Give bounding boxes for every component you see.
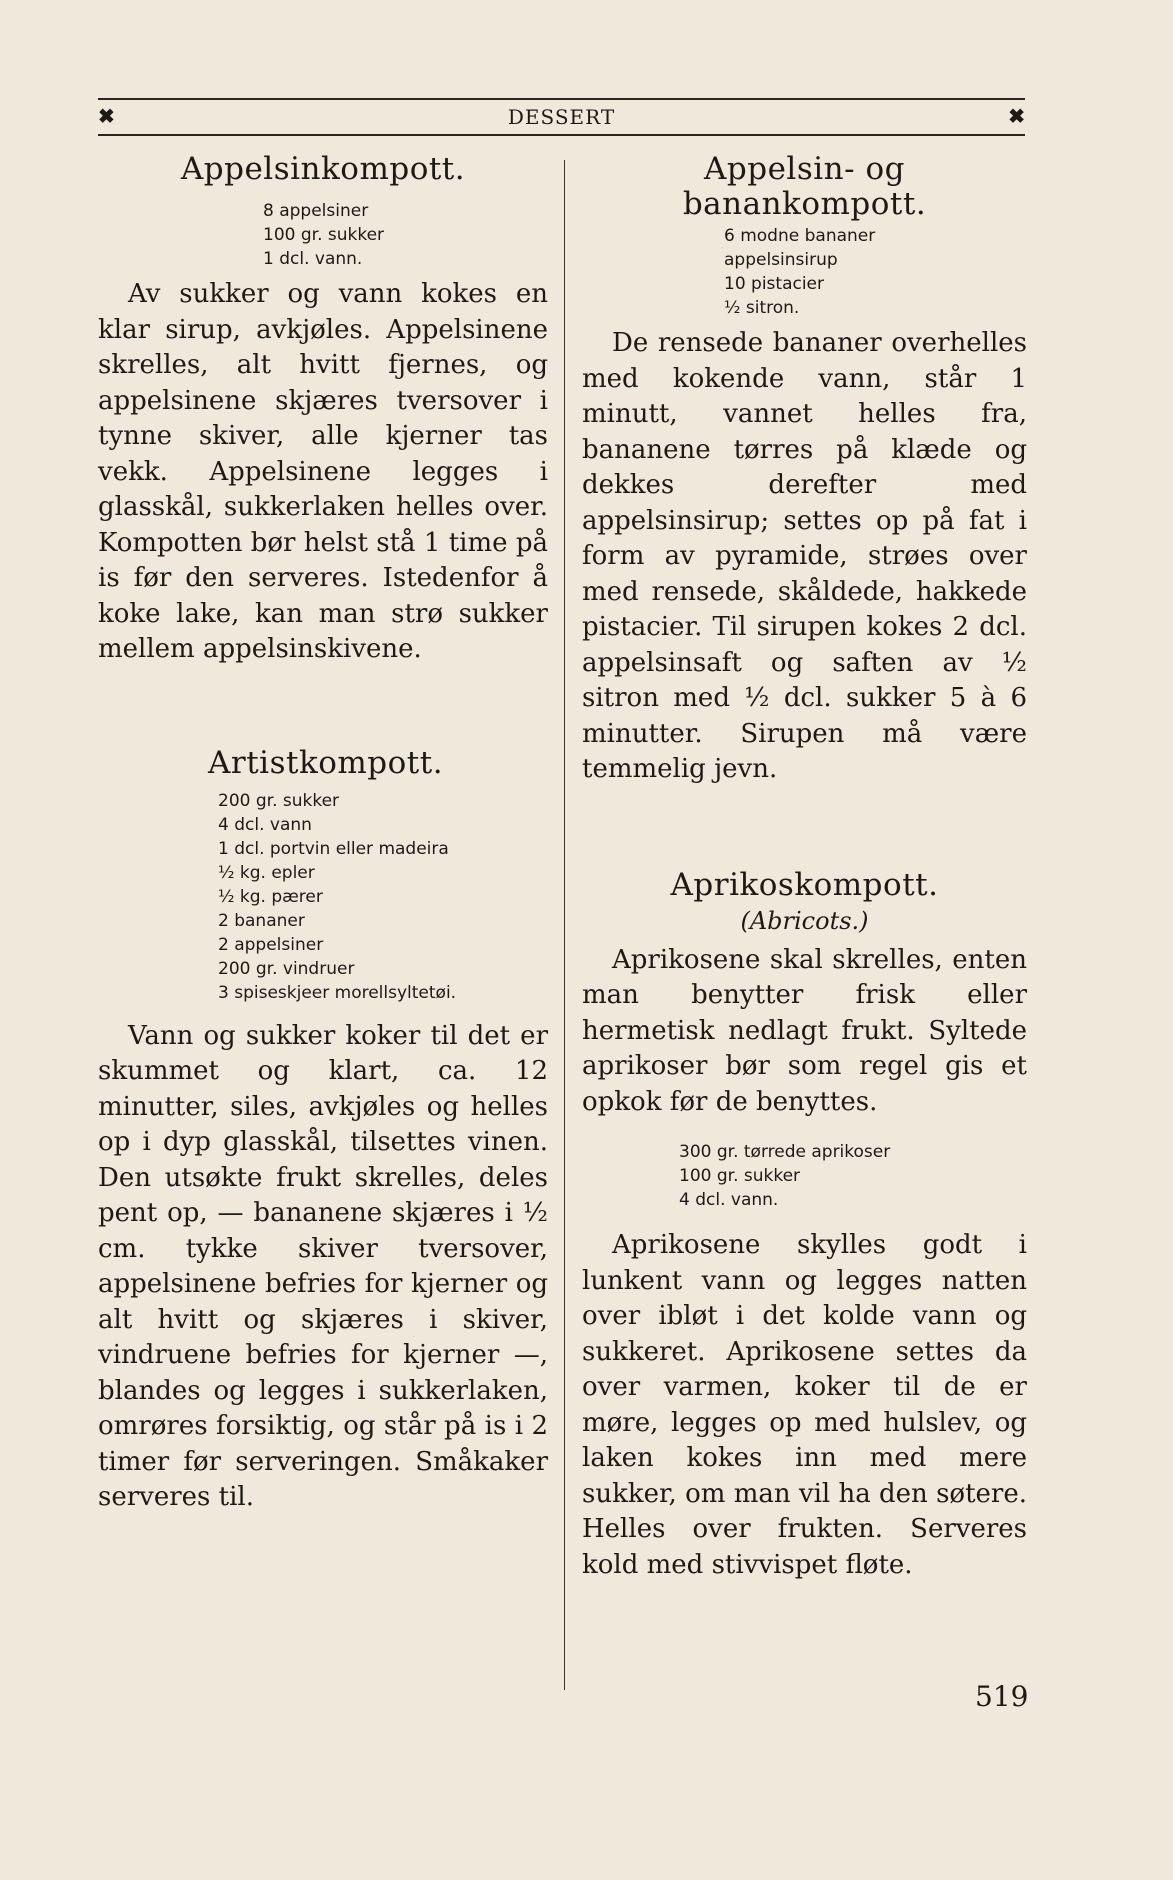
recipe-title-appelsinkompott: Appelsinkompott. [180,151,466,187]
body-text: De rensede bananer overhelles med kokende vann, står 1 minutt, vannet helles fra, bananene tørres på klæde og dekkes derefter med appelsinsirup; settes op på fat i form av pyramide, strøes over med rensede, skåldede, hakkede pistacier. Til sirupen kokes 2 dcl. appelsinsaft og saften av ½ sitron med ½ dcl. sukker 5 à 6 minutter. Sirupen må være temmelig jevn. [582,328,1027,784]
right-column [582,152,1027,1583]
body-aprikoskompott-intro [582,943,1027,1121]
column-divider [564,160,565,1690]
running-header [98,98,1025,136]
ingredients-artistkompott: 200 gr. sukker 4 dcl. vann 1 dcl. portvin eller madeira ½ kg. epler ½ kg. pærer 2 bananer 2 appelsiner 200 gr. vindruer 3 spiseskjeer morellsyltetøi. [218,790,457,1003]
recipe-title-aprikoskompott: Aprikoskompott. [670,866,939,903]
ingredients-appelsin-og-banankompott: 6 modne bananer appelsinsirup 10 pistacier ½ sitron. [724,226,876,318]
header-title: DESSERT [507,105,616,129]
page-number: 519 [975,1680,1029,1713]
header-ornament-right: ✖ [1008,104,1025,128]
recipe-subtitle-abricots: (Abricots.) [740,906,869,935]
body-text: Aprikosene skylles godt i lunkent vann og legges natten over ibløt i det kolde vann og sukkeret. Aprikosene settes da over varmen, koker til de er møre, legges op med hulslev, og laken kokes inn med mere sukker, om man vil ha den søtere. Helles over frukten. Serveres kold med stivvispet fløte. [582,1230,1027,1580]
body-appelsin-og-banankompott [582,326,1027,788]
body-text: Av sukker og vann kokes en klar sirup, avkjøles. Appelsinene skrelles, alt hvitt fjernes, og appelsinene skjæres tversover i tynne skiver, alle kjerner tas vekk. Appelsinene legges i glasskål, sukkerlaken helles over. Kompotten bør helst stå 1 time på is før den serveres. Istedenfor å koke lake, kan man strø sukker mellem appelsinskivene. [98,279,548,664]
body-artistkompott [98,1019,548,1516]
body-aprikoskompott-method [582,1228,1027,1583]
body-text: Aprikosene skal skrelles, enten man benytter frisk eller hermetisk nedlagt frukt. Syltede aprikoser bør som regel gis et opkok før de benyttes. [582,944,1027,1117]
body-appelsinkompott [98,277,548,668]
recipe-title-artistkompott: Artistkompott. [208,744,444,781]
header-ornament-left: ✖ [98,104,115,128]
ingredients-aprikoskompott: 300 gr. tørrede aprikoser 100 gr. sukker 4 dcl. vann. [679,1142,891,1210]
ingredients-appelsinkompott: 8 appelsiner 100 gr. sukker 1 dcl. vann. [263,201,385,269]
body-text: Vann og sukker koker til det er skummet og klart, ca. 12 minutter, siles, avkjøles og helles op i dyp glasskål, tilsettes vinen. Den utsøkte frukt skrelles, deles pent op, — bananene skjæres i ½ cm. tykke skiver tversover, appelsinene befries for kjerner og alt hvitt og skjæres i skiver, vindruene befries for kjerner —, blandes og legges i sukkerlaken, omrøres forsiktig, og står på is i 2 timer før serveringen. Småkaker serveres til. [98,1020,548,1512]
left-column [98,152,548,1516]
recipe-title-appelsin-og-banankompott: Appelsin- og banankompott. [682,151,927,222]
